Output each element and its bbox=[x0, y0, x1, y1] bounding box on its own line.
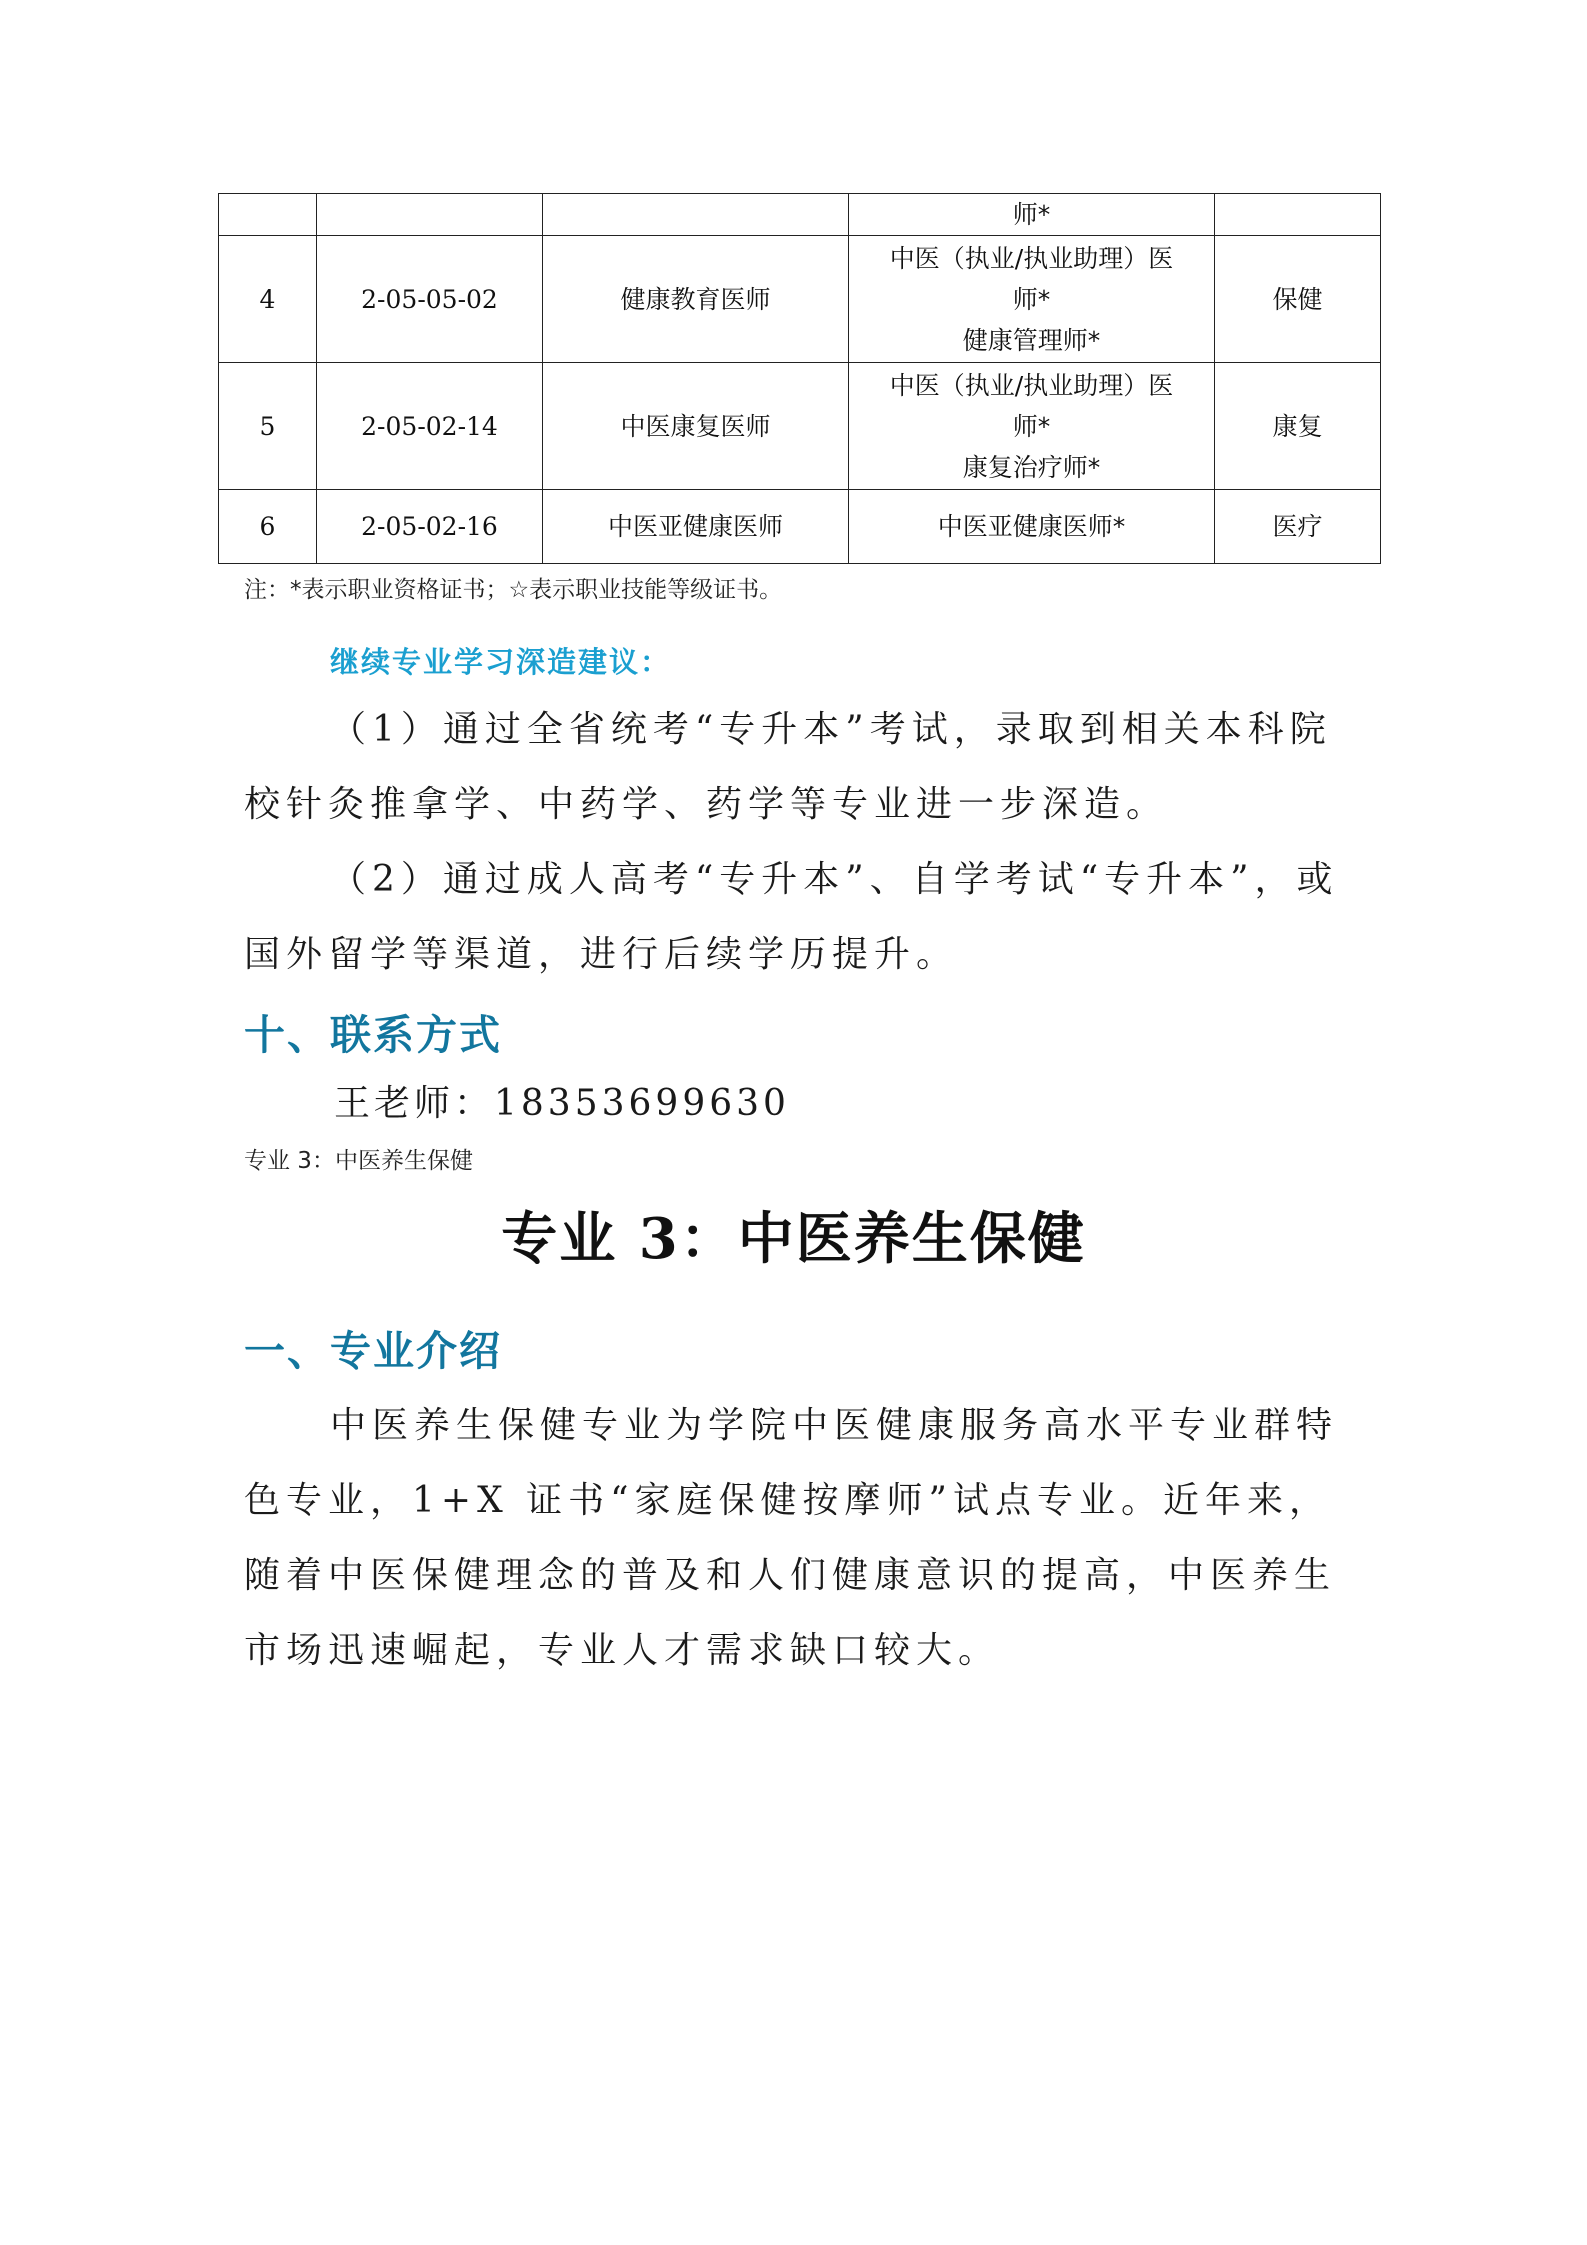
further-study-body bbox=[244, 692, 1354, 992]
intro-heading: 一、专业介绍 bbox=[244, 1327, 502, 1375]
table-row bbox=[219, 490, 1381, 564]
cell-certs bbox=[849, 363, 1215, 490]
cell-field: 保健 bbox=[1215, 236, 1381, 363]
cell-no bbox=[219, 194, 317, 236]
table-row bbox=[219, 194, 1381, 236]
cert-line: 中医（执业/执业助理）医 bbox=[889, 243, 1174, 273]
table-note: 注：*表示职业资格证书；☆表示职业技能等级证书。 bbox=[244, 577, 783, 603]
cell-no: 4 bbox=[219, 236, 317, 363]
contact-info: 王老师：18353699630 bbox=[334, 1083, 790, 1124]
cert-line: 康复治疗师* bbox=[962, 452, 1101, 482]
cell-job bbox=[543, 194, 849, 236]
cell-field: 医疗 bbox=[1215, 490, 1381, 564]
cell-certs bbox=[849, 490, 1215, 564]
cell-code: 2-05-02-16 bbox=[317, 490, 543, 564]
cell-field bbox=[1215, 194, 1381, 236]
cell-job: 中医亚健康医师 bbox=[543, 490, 849, 564]
contact-heading: 十、联系方式 bbox=[244, 1011, 502, 1059]
running-header: 专业 3：中医养生保健 bbox=[244, 1148, 473, 1174]
cert-line: 中医亚健康医师* bbox=[937, 512, 1126, 541]
cert-line: 师* bbox=[1012, 200, 1051, 229]
further-study-item-2: （2）通过成人高考“专升本”、自学考试“专升本”，或国外留学等渠道，进行后续学历提升。 bbox=[244, 859, 1339, 975]
cell-code: 2-05-05-02 bbox=[317, 236, 543, 363]
cell-code bbox=[317, 194, 543, 236]
cert-line: 中医（执业/执业助理）医 bbox=[889, 370, 1174, 400]
major-title: 专业 3：中医养生保健 bbox=[501, 1206, 1086, 1272]
table-row bbox=[219, 363, 1381, 490]
cert-line: 健康管理师* bbox=[962, 325, 1101, 355]
occupation-table bbox=[218, 193, 1381, 564]
intro-paragraph: 中医养生保健专业为学院中医健康服务高水平专业群特色专业，1+X 证书“家庭保健按摩师”试点专业。近年来，随着中医保健理念的普及和人们健康意识的提高，中医养生市场迅速崛起，专业人才需求缺口较大。 bbox=[244, 1405, 1339, 1671]
table-row bbox=[219, 236, 1381, 363]
further-study-item-1: （1）通过全省统考“专升本”考试，录取到相关本科院校针灸推拿学、中药学、药学等专业进一步深造。 bbox=[244, 709, 1332, 825]
cell-field: 康复 bbox=[1215, 363, 1381, 490]
cell-job: 中医康复医师 bbox=[543, 363, 849, 490]
further-study-heading: 继续专业学习深造建议： bbox=[330, 645, 672, 679]
cell-no: 5 bbox=[219, 363, 317, 490]
cert-line: 师* bbox=[1012, 284, 1051, 314]
cell-code: 2-05-02-14 bbox=[317, 363, 543, 490]
cell-job: 健康教育医师 bbox=[543, 236, 849, 363]
cell-certs bbox=[849, 194, 1215, 236]
intro-body bbox=[244, 1388, 1354, 1688]
cell-no: 6 bbox=[219, 490, 317, 564]
cert-line: 师* bbox=[1012, 411, 1051, 441]
cell-certs bbox=[849, 236, 1215, 363]
